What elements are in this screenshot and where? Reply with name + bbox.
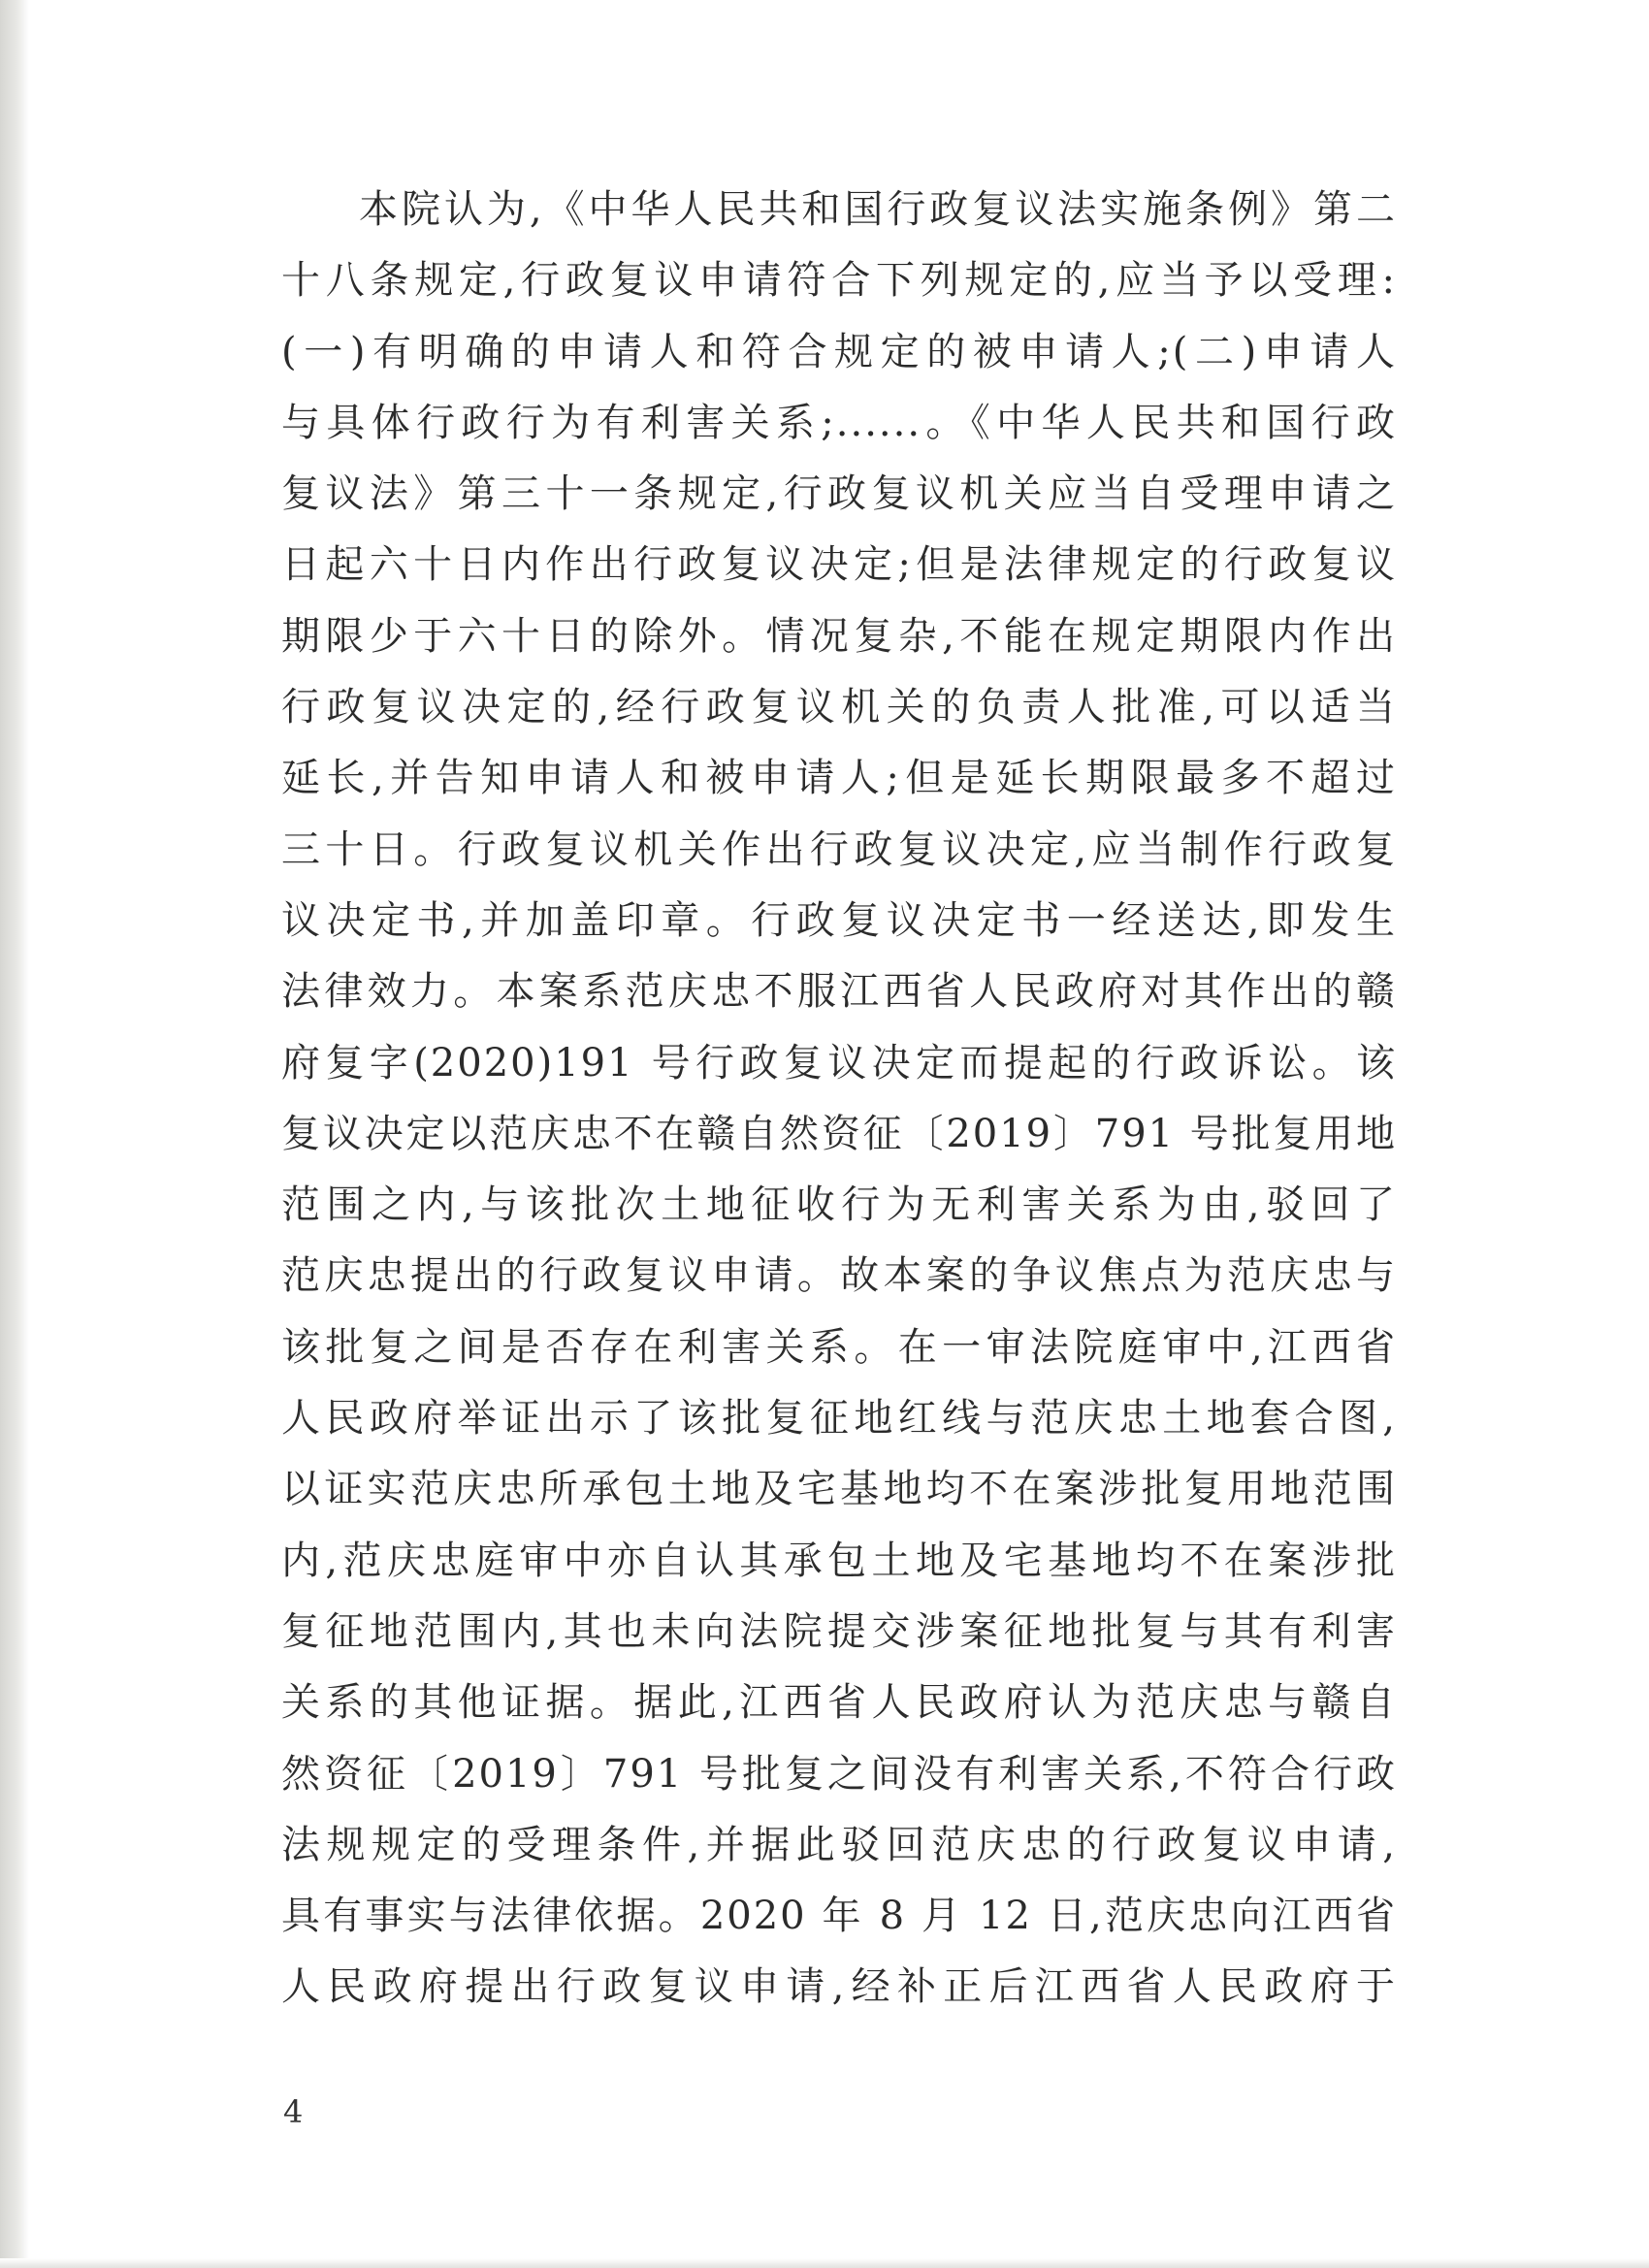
text-line: 行政复议决定的,经行政复议机关的负责人批准,可以适当 (281, 685, 1397, 730)
text-line: 内,范庆忠庭审中亦自认其承包土地及宅基地均不在案涉批 (281, 1538, 1397, 1583)
text-line: 范庆忠提出的行政复议申请。故本案的争议焦点为范庆忠与 (281, 1253, 1397, 1299)
text-line: (一)有明确的申请人和符合规定的被申请人;(二)申请人 (281, 329, 1397, 374)
text-line: 议决定书,并加盖印章。行政复议决定书一经送达,即发生 (281, 897, 1397, 943)
text-line: 复议决定以范庆忠不在赣自然资征〔2019〕791 号批复用地 (281, 1111, 1397, 1156)
text-line: 该批复之间是否存在利害关系。在一审法院庭审中,江西省 (281, 1324, 1397, 1370)
scan-shadow-bottom (0, 2258, 1649, 2268)
body-text (281, 175, 1397, 2024)
scan-shadow-left (0, 0, 29, 2268)
text-line: 法律效力。本案系范庆忠不服江西省人民政府对其作出的赣 (281, 969, 1397, 1015)
page-number: 4 (283, 2093, 304, 2130)
text-line: 人民政府提出行政复议申请,经补正后江西省人民政府于 (281, 1964, 1397, 2010)
text-line: 三十日。行政复议机关作出行政复议决定,应当制作行政复 (281, 826, 1397, 872)
text-line: 期限少于六十日的除外。情况复杂,不能在规定期限内作出 (281, 613, 1397, 659)
text-line: 关系的其他证据。据此,江西省人民政府认为范庆忠与赣自 (281, 1680, 1397, 1726)
text-line: 复议法》第三十一条规定,行政复议机关应当自受理申请之 (281, 471, 1397, 517)
text-line: 延长,并告知申请人和被申请人;但是延长期限最多不超过 (281, 756, 1397, 801)
text-line: 复征地范围内,其也未向法院提交涉案征地批复与其有利害 (281, 1608, 1397, 1654)
text-line: 本院认为,《中华人民共和国行政复议法实施条例》第二 (359, 187, 1397, 232)
text-line: 与具体行政行为有利害关系;......。《中华人民共和国行政 (281, 400, 1397, 445)
text-line: 十八条规定,行政复议申请符合下列规定的,应当予以受理: (281, 258, 1397, 304)
text-line: 人民政府举证出示了该批复征地红线与范庆忠土地套合图, (281, 1396, 1397, 1442)
text-line: 然资征〔2019〕791 号批复之间没有利害关系,不符合行政 (281, 1751, 1397, 1797)
text-line: 府复字(2020)191 号行政复议决定而提起的行政诉讼。该 (281, 1040, 1397, 1085)
text-line: 法规规定的受理条件,并据此驳回范庆忠的行政复议申请, (281, 1822, 1397, 1867)
text-line: 范围之内,与该批次土地征收行为无利害关系为由,驳回了 (281, 1183, 1397, 1228)
text-line: 日起六十日内作出行政复议决定;但是法律规定的行政复议 (281, 542, 1397, 588)
text-line: 以证实范庆忠所承包土地及宅基地均不在案涉批复用地范围 (281, 1467, 1397, 1512)
text-line: 具有事实与法律依据。2020 年 8 月 12 日,范庆忠向江西省 (281, 1894, 1397, 1939)
